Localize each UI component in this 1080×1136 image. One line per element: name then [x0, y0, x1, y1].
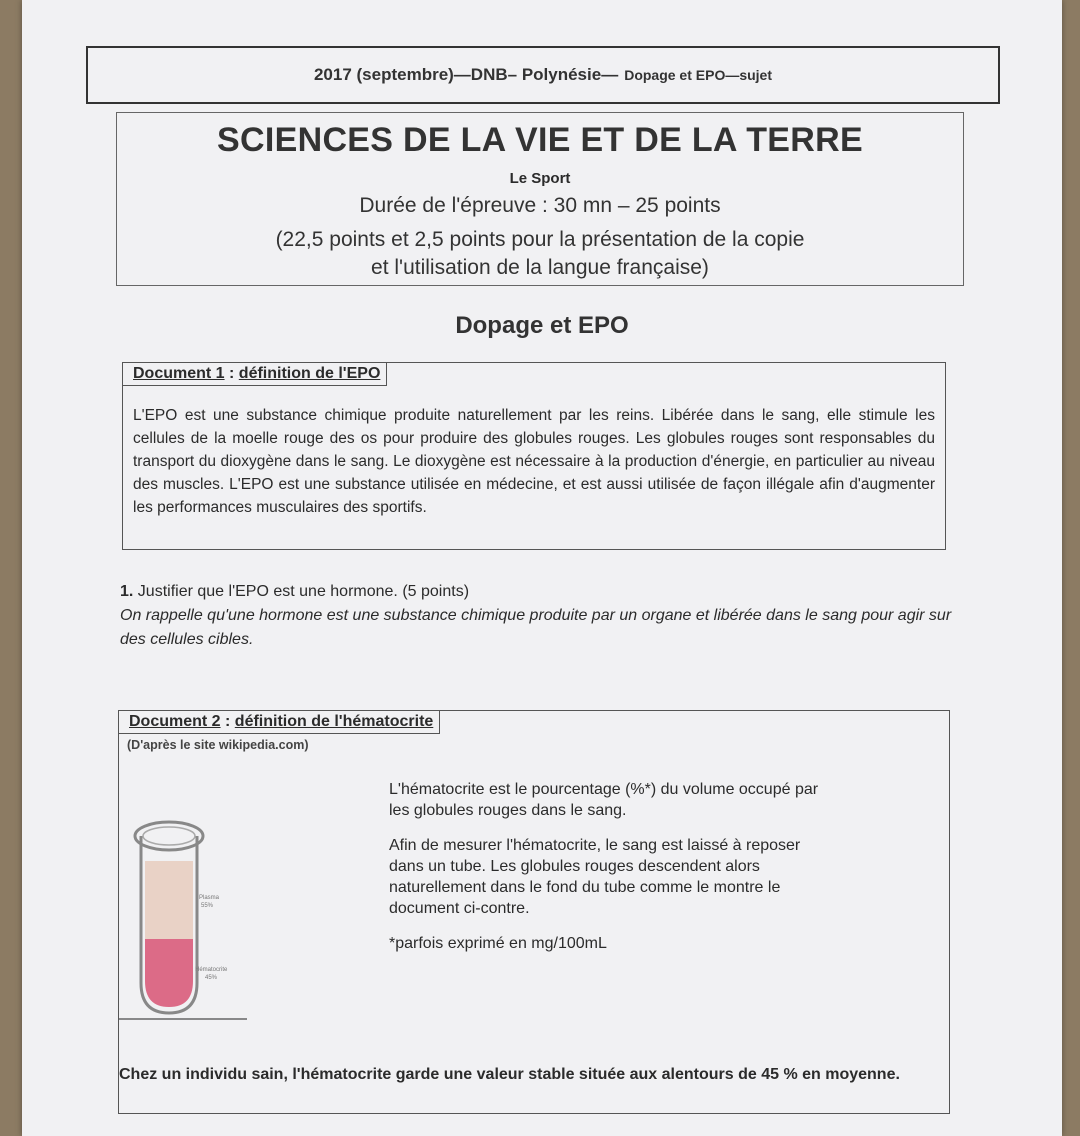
- document-2-title: définition de l'hématocrite: [234, 713, 434, 730]
- document-1-title: définition de l'EPO: [238, 365, 381, 382]
- plasma-label: Plasma: [199, 895, 220, 901]
- document-2-heading: Document 2 : définition de l'hématocrite: [119, 711, 440, 734]
- document-1-text: L'EPO est une substance chimique produite naturellement par les reins. Libérée dans le sang, elle stimule les cellules de la moelle rouge des os pour produire des globules rouges. Les globules rouges sont responsables du transport du dioxygène dans le sang. Le dioxygène est nécessaire à la production d'énergie, en particulier au niveau des muscles. L'EPO est une substance utilisée en médecine, et est aussi utilisée de façon illégale afin d'augmenter les performances musculaires des sportifs.: [133, 407, 935, 516]
- question-1-text: Justifier que l'EPO est une hormone. (5 points): [137, 583, 470, 600]
- document-2-label: Document 2: [129, 713, 221, 730]
- document-1: [122, 362, 946, 550]
- points-line-1: (22,5 points et 2,5 points pour la présentation de la copie: [275, 228, 805, 251]
- document-2-note: *parfois exprimé en mg/100mL: [389, 935, 607, 952]
- hematocrit-label: Hématocrite: [195, 967, 228, 973]
- document-2: [118, 710, 950, 1114]
- document-2-para-2: Afin de mesurer l'hématocrite, le sang est laissé à reposer dans un tube. Les globules rouges descendent alors naturellement dans le fond du tube comme le montre le document ci-contre.: [389, 837, 801, 917]
- question-1-number: 1.: [120, 583, 134, 600]
- blood-layer: [145, 939, 193, 1007]
- question-1: [120, 580, 960, 652]
- plasma-layer: [145, 861, 193, 939]
- tube-rim: [135, 822, 203, 850]
- header-box: [86, 46, 1000, 104]
- title-box: [116, 112, 964, 286]
- question-1-instruction: On rappelle qu'une hormone est une substance chimique produite par un organe et libérée dans le sang pour agir sur des cellules cibles.: [120, 607, 952, 648]
- test-tube-diagram: [119, 801, 279, 1031]
- duration-line: Durée de l'épreuve : 30 mn – 25 points: [359, 194, 721, 217]
- theme-label: Le Sport: [509, 170, 571, 187]
- hematocrit-value: 45%: [205, 975, 218, 981]
- document-2-conclusion: Chez un individu sain, l'hématocrite garde une valeur stable située aux alentours de 45 % en moyenne.: [119, 1066, 900, 1083]
- header-sub: Dopage et EPO—sujet: [624, 67, 773, 83]
- subject-title: SCIENCES DE LA VIE ET DE LA TERRE: [217, 121, 863, 159]
- document-2-source: (D'après le site wikipedia.com): [127, 738, 309, 752]
- header-main: 2017 (septembre)—DNB– Polynésie—: [313, 65, 619, 84]
- tube-rim-inner: [143, 827, 195, 845]
- exam-page: [22, 0, 1062, 1136]
- document-1-heading: Document 1 : définition de l'EPO: [123, 363, 387, 386]
- document-1-label: Document 1: [133, 365, 225, 382]
- plasma-value: 55%: [201, 903, 214, 909]
- document-2-para-1: L'hématocrite est le pourcentage (%*) du volume occupé par les globules rouges dans le sang.: [389, 781, 819, 819]
- document-2-text: [389, 779, 829, 968]
- points-line-2: et l'utilisation de la langue française): [371, 256, 709, 279]
- section-title: Dopage et EPO: [455, 312, 629, 339]
